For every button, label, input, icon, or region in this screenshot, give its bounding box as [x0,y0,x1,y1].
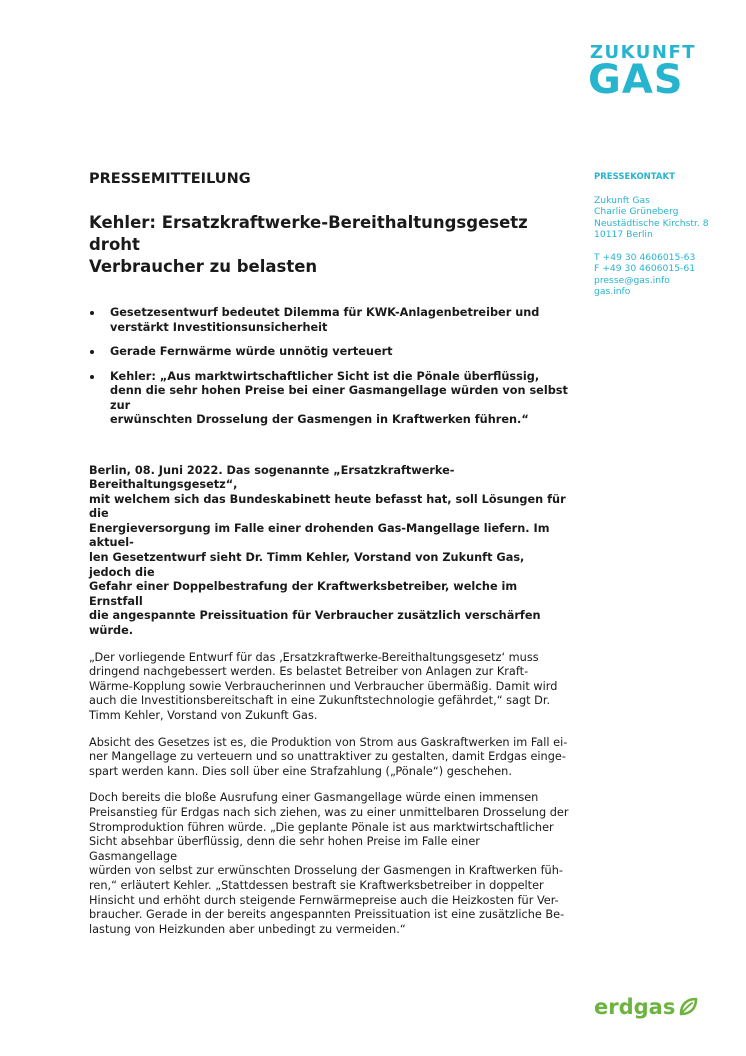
key-point [89,306,569,335]
text-line: ner Mangellage zu verteuern und so unattraktiver zu gestalten, damit Erdgas einge- [89,750,566,764]
lead-paragraph [89,464,569,639]
text-line: „Der vorliegende Entwurf für das ‚Ersatzkraftwerke-Bereithaltungsgesetz‘ muss [89,650,539,664]
text-line: lastung von Heizkunden aber unbedingt zu vermeiden.“ [89,922,406,936]
text-line: auch die Investitionsbereitschaft in eine Zukunftstechnologie gefährdet,“ sagt Dr. [89,694,551,708]
email-link[interactable]: presse@gas.info [594,274,670,286]
key-point-line: verstärkt Investitionsunsicherheit [110,320,328,334]
text-line: würden von selbst zur erwünschten Drosselung der Gasmengen in Kraftwerken füh- [89,864,563,878]
body-paragraph [89,736,569,780]
body-paragraph [89,651,569,724]
erdgas-logo [594,994,699,1020]
contact-line: Neustädtische Kirchstr. 8 [594,217,709,229]
text-line: ren,“ erläutert Kehler. „Stattdessen bestraft sie Kraftwerksbetreiber in doppelter [89,878,544,892]
leaf-icon [677,996,699,1018]
text-line: Gefahr einer Doppelbestrafung der Kraftwerksbetreiber, welche im Ernstfall [89,580,518,608]
key-points-list [89,306,569,428]
key-point-line: Gesetzesentwurf bedeutet Dilemma für KWK-Anlagenbetreiber und [110,306,540,319]
erdgas-wordmark: erdgas [594,995,676,1019]
press-contact [594,172,724,298]
text-line: Preisanstieg für Erdgas nach sich ziehen, was zu einer unmittelbaren Drosselung der [89,805,569,819]
text-line: Sicht absehbar überflüssig, denn die sehr hohen Preise im Falle einer Gasmangellage [89,835,480,863]
text-line: Wärme-Kopplung sowie Verbraucherinnen und Verbraucher übermäßig. Damit wird [89,679,558,693]
zukunft-gas-logo [588,42,700,103]
website-link[interactable]: gas.info [594,286,631,297]
text-line: die angespannte Preissituation für Verbraucher zusätzlich verschärfen würde. [89,609,541,638]
text-line: Doch bereits die bloße Ausrufung einer Gasmangellage würde einen immensen [89,791,539,805]
contact-gap [594,241,724,252]
press-release-body [89,170,569,937]
text-line: Energieversorgung im Falle einer drohenden Gas-Mangellage liefern. Im aktuel- [89,521,550,550]
contact-line: Zukunft Gas [594,194,650,206]
key-point [89,345,569,360]
body-paragraph [89,791,569,937]
key-point-line: Kehler: „Aus marktwirtschaftlicher Sicht ist die Pönale überflüssig, [110,369,540,383]
text-line: Hinsicht und erhöht durch steigende Fernwärmepreise auch die Heizkosten für Ver- [89,893,559,907]
key-point-line: denn die sehr hohen Preise bei einer Gasmangellage würden von selbst zur [110,384,568,412]
text-line: dringend nachgebessert werden. Es belastet Betreiber von Anlagen zur Kraft- [89,665,529,679]
contact-line: 10117 Berlin [594,229,653,240]
document-type-label: PRESSEMITTEILUNG [89,171,251,187]
text-line: spart werden kann. Dies soll über eine Strafzahlung („Pönale“) geschehen. [89,764,512,778]
logo-line-gas: GAS [588,57,684,103]
logo-line-zukunft: ZUKUNFT [590,42,697,63]
headline-line: Verbraucher zu belasten [89,257,318,276]
fax-line: F +49 30 4606015-61 [594,263,696,274]
key-point [89,370,569,428]
key-point-line: erwünschten Drosselung der Gasmengen in Kraftwerken führen.“ [110,413,529,426]
text-line: mit welchem sich das Bundeskabinett heute befasst hat, soll Lösungen für die [89,492,566,521]
headline [89,212,569,278]
text-line: Absicht des Gesetzes ist es, die Produktion von Strom aus Gaskraftwerken im Fall ei- [89,735,568,749]
text-line: Timm Kehler, Vorstand von Zukunft Gas. [89,709,318,722]
press-contact-heading: PRESSEKONTAKT [594,172,675,182]
phone-line: T +49 30 4606015-63 [594,251,696,263]
text-line: Berlin, 08. Juni 2022. Das sogenannte „Ersatzkraftwerke-Bereithaltungsgesetz“, [89,463,455,492]
key-point-line: Gerade Fernwärme würde unnötig verteuert [110,345,393,358]
contact-line: Charlie Grüneberg [594,206,679,217]
text-line: Stromproduktion führen würde. „Die geplante Pönale ist aus marktwirtschaftlicher [89,820,554,834]
text-line: len Gesetzentwurf sieht Dr. Timm Kehler, Vorstand von Zukunft Gas, jedoch die [89,551,525,579]
text-line: braucher. Gerade in der bereits angespannten Preissituation ist eine zusätzliche Be- [89,908,565,922]
headline-line: Kehler: Ersatzkraftwerke-Bereithaltungsgesetz droht [89,213,528,254]
